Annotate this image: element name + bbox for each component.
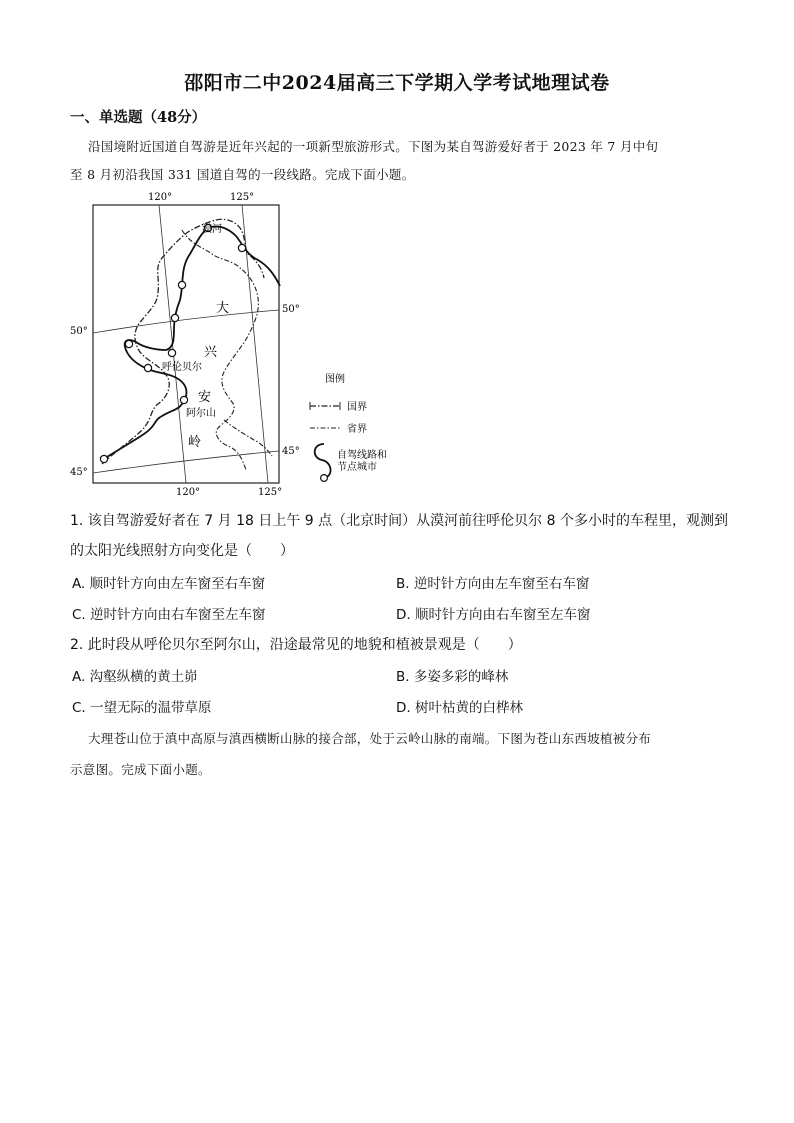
provincial-border: [182, 230, 258, 470]
legend-provincial-label: 省界: [347, 424, 367, 435]
label-lon-bottom-125: 125°: [258, 487, 283, 498]
label-lon-top-120: 120°: [148, 192, 173, 203]
node-city: [178, 281, 185, 288]
node-city-hulunbuir: [168, 349, 175, 356]
page-title: 邵阳市二中2024届高三下学期入学考试地理试卷: [184, 72, 610, 94]
parallel-45: [93, 451, 279, 473]
q2-option-c[interactable]: C. 一望无际的温带草原: [72, 700, 212, 716]
label-arxan: 阿尔山: [186, 408, 216, 419]
node-city: [144, 364, 151, 371]
node-city: [100, 455, 107, 462]
legend-title: 图例: [325, 374, 345, 385]
node-city-arxan: [180, 396, 187, 403]
q1-stem-line-1: 1. 该自驾游爱好者在 7 月 18 日上午 9 点（北京时间）从漠河前往呼伦贝尔 8 个多小时的车程里，观测到: [70, 513, 728, 529]
label-range-ling: 岭: [188, 435, 202, 450]
q1-option-b[interactable]: B. 逆时针方向由左车窗至右车窗: [396, 576, 590, 592]
q1-option-c[interactable]: C. 逆时针方向由右车窗至左车窗: [72, 607, 266, 623]
q1-stem-line-2: 的太阳光线照射方向变化是（ ）: [70, 543, 294, 559]
legend-route-line: [315, 444, 331, 478]
label-range-an: 安: [198, 390, 212, 405]
label-range-da: 大: [216, 301, 230, 316]
label-lat-50-right: 50°: [282, 304, 300, 315]
legend-route-label-2: 节点城市: [337, 462, 377, 473]
label-lon-bottom-120: 120°: [176, 487, 201, 498]
label-lon-top-125: 125°: [230, 192, 255, 203]
intro-1-line-1: 沿国境附近国道自驾游是近年兴起的一项新型旅游形式。下图为某自驾游爱好者于 2023 年 7 月中旬: [88, 139, 659, 154]
q2-option-a[interactable]: A. 沟壑纵横的黄土峁: [72, 669, 198, 685]
label-lat-45-right: 45°: [282, 446, 300, 457]
intro-2-line-1: 大理苍山位于滇中高原与滇西横断山脉的接合部，处于云岭山脉的南端。下图为苍山东西坡植被分布: [88, 731, 652, 746]
label-range-xing: 兴: [204, 345, 218, 360]
node-city: [125, 340, 132, 347]
route-map: [62, 188, 392, 500]
node-city: [238, 244, 245, 251]
legend-national-label: 国界: [347, 402, 367, 413]
legend-route-node: [321, 475, 328, 482]
q2-stem: 2. 此时段从呼伦贝尔至阿尔山，沿途最常见的地貌和植被景观是（ ）: [70, 637, 522, 653]
q2-option-d[interactable]: D. 树叶枯黄的白桦林: [396, 700, 523, 716]
q1-option-d[interactable]: D. 顺时针方向由右车窗至左车窗: [396, 607, 591, 623]
q2-option-b[interactable]: B. 多姿多彩的峰林: [396, 669, 509, 685]
node-city: [171, 314, 178, 321]
section-heading: 一、单选题（48分）: [70, 109, 207, 126]
q1-option-a[interactable]: A. 顺时针方向由左车窗至右车窗: [72, 576, 266, 592]
label-hulunbuir: 呼伦贝尔: [162, 362, 202, 373]
intro-1-line-2: 至 8 月初沿我国 331 国道自驾的一段线路。完成下面小题。: [70, 167, 415, 182]
map-frame: [93, 205, 279, 483]
label-lat-50-left: 50°: [70, 326, 88, 337]
label-mohe: 漠河: [202, 224, 222, 235]
label-lat-45-left: 45°: [70, 467, 88, 478]
legend-route-label-1: 自驾线路和: [337, 450, 387, 461]
intro-2-line-2: 示意图。完成下面小题。: [70, 762, 211, 777]
